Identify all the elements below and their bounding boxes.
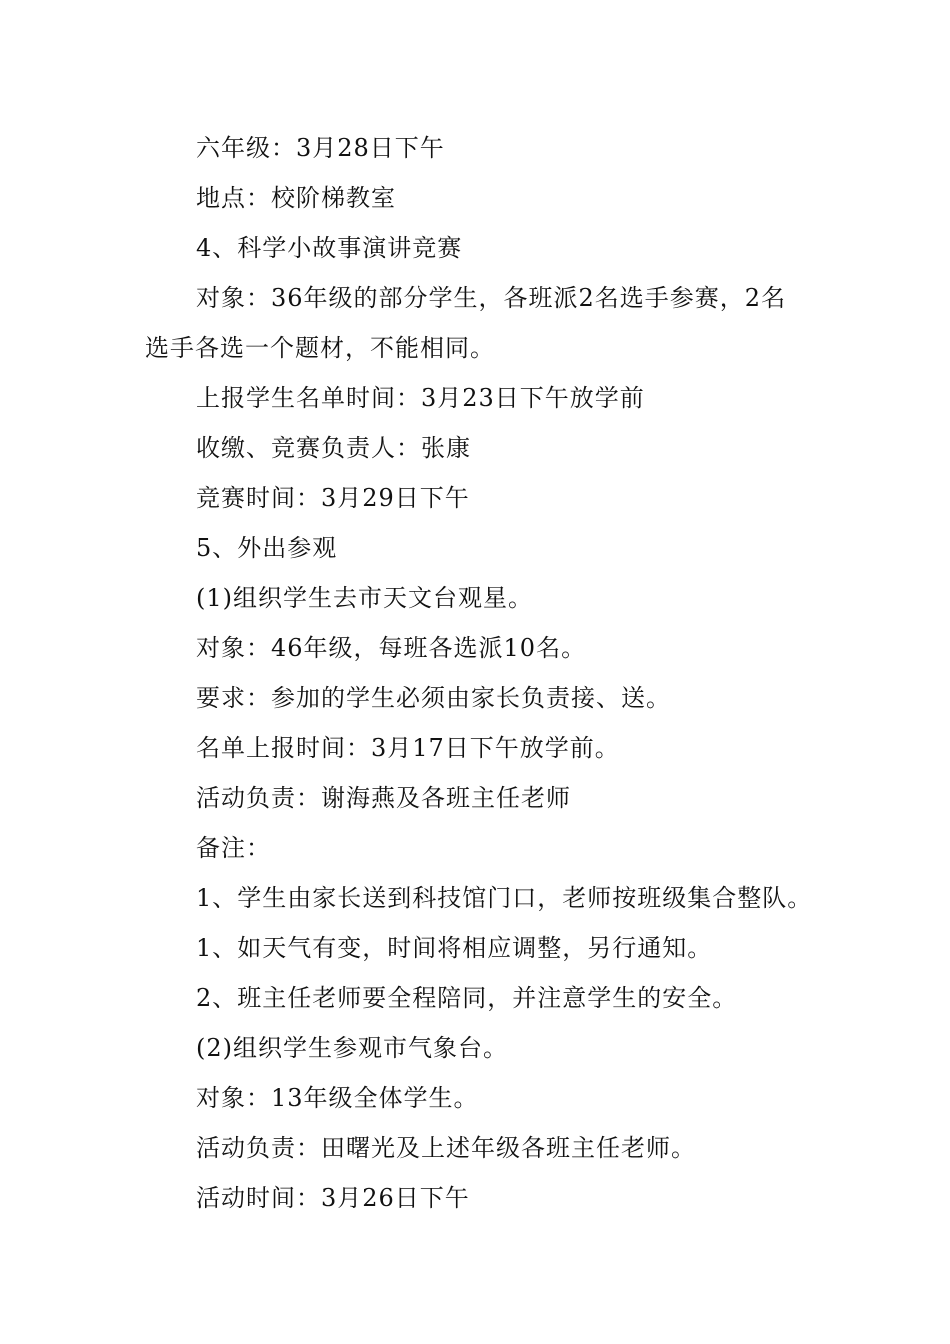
text-line: 要求：参加的学生必须由家长负责接、送。 bbox=[196, 684, 671, 712]
text-line: 对象：46年级，每班各选派10名。 bbox=[196, 634, 587, 662]
text-line: 活动负责：田曙光及上述年级各班主任老师。 bbox=[196, 1134, 696, 1162]
text-line: 活动时间：3月26日下午 bbox=[196, 1184, 470, 1212]
section-heading: 5、外出参观 bbox=[196, 534, 338, 562]
document-body bbox=[145, 123, 815, 1223]
note-item: 2、班主任老师要全程陪同，并注意学生的安全。 bbox=[196, 984, 738, 1012]
text-line-continuation: 选手各选一个题材，不能相同。 bbox=[145, 334, 495, 362]
text-line: 上报学生名单时间：3月23日下午放学前 bbox=[196, 384, 645, 412]
note-item: 1、如天气有变，时间将相应调整，另行通知。 bbox=[196, 934, 713, 962]
text-line: 地点：校阶梯教室 bbox=[196, 184, 396, 212]
text-line: 六年级：3月28日下午 bbox=[196, 134, 445, 162]
text-line: 对象：36年级的部分学生，各班派2名选手参赛，2名 bbox=[196, 284, 787, 312]
note-item: 1、学生由家长送到科技馆门口，老师按班级集合整队。 bbox=[196, 884, 813, 912]
text-line: 对象：13年级全体学生。 bbox=[196, 1084, 479, 1112]
text-line: 收缴、竞赛负责人：张康 bbox=[196, 434, 471, 462]
text-line: 名单上报时间：3月17日下午放学前。 bbox=[196, 734, 620, 762]
text-line: 活动负责：谢海燕及各班主任老师 bbox=[196, 784, 571, 812]
section-heading: 4、科学小故事演讲竞赛 bbox=[196, 234, 463, 262]
notes-heading: 备注： bbox=[196, 834, 271, 862]
subsection-heading: (1)组织学生去市天文台观星。 bbox=[196, 584, 533, 612]
subsection-heading: (2)组织学生参观市气象台。 bbox=[196, 1034, 508, 1062]
text-line: 竞赛时间：3月29日下午 bbox=[196, 484, 470, 512]
